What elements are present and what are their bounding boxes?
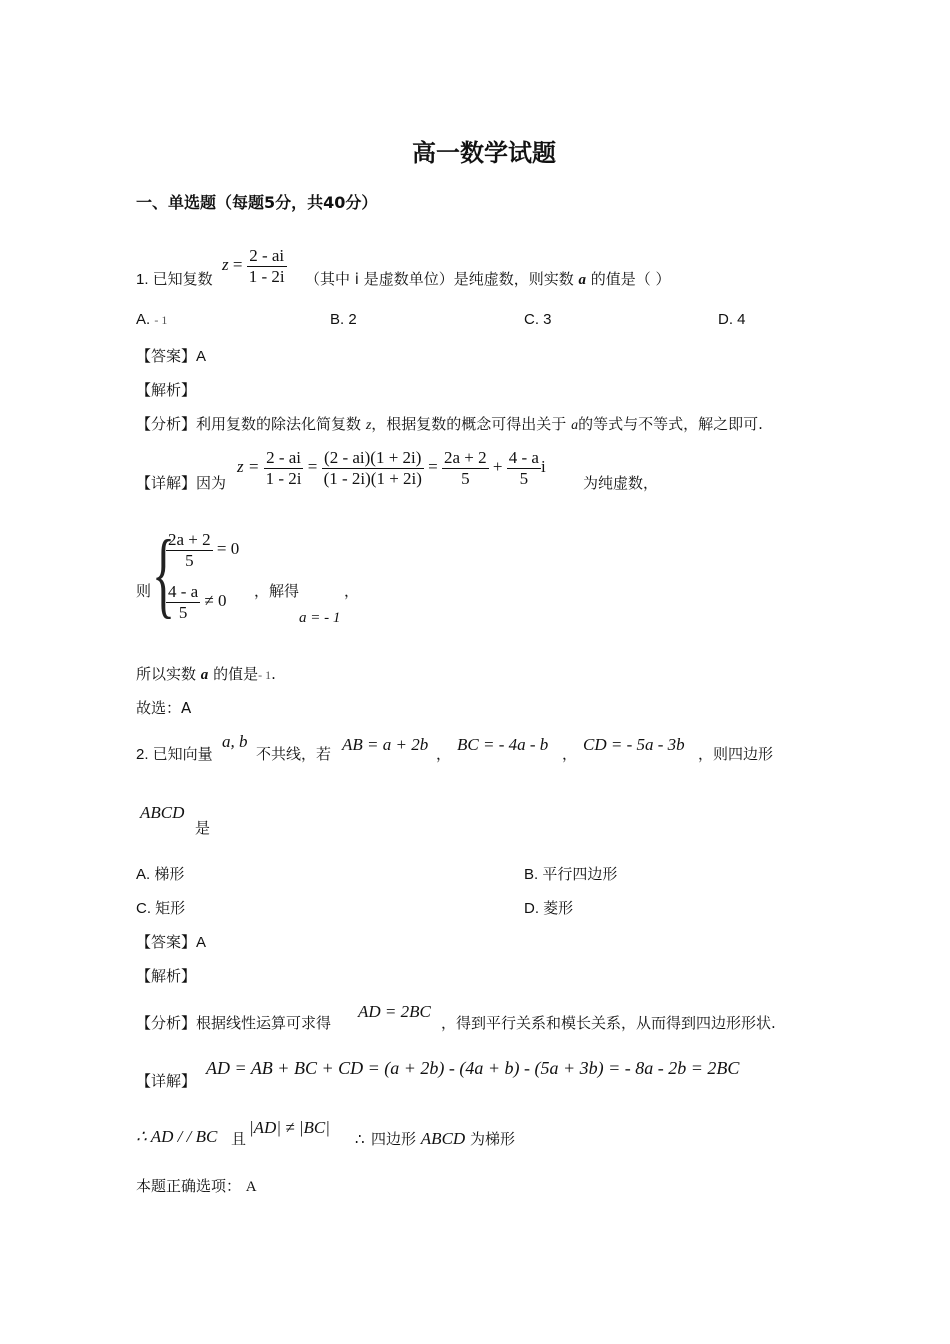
q1-sys2-den: 5 bbox=[178, 602, 188, 622]
q1-answer-tag: 【答案】 bbox=[136, 347, 197, 365]
q2-bc-text: BC = - 4a - b bbox=[457, 735, 549, 754]
q2-therefore-1-text: ∴ AD / / BC bbox=[136, 1127, 218, 1146]
q2-stem bbox=[136, 743, 213, 764]
q2-comma-1: ， bbox=[436, 745, 452, 763]
q2-vec-ab: a, b bbox=[222, 732, 248, 751]
q2-answer-value: A bbox=[196, 934, 207, 951]
q1-detail-text-1: 因为 bbox=[196, 474, 227, 492]
q1-option-b bbox=[330, 311, 357, 328]
q1-formula bbox=[222, 246, 287, 286]
q2-answer-tag: 【答案】 bbox=[136, 933, 197, 951]
q1-system-line-2 bbox=[166, 582, 227, 622]
q1-sys1-rel: = 0 bbox=[216, 538, 240, 558]
q1-detail-formula: z = $\frac{2 - ai}{1 - 2i}$ = $\frac{(2 - ai)(1 + 2i)}{(1 - 2i)(1 + 2i)}$ = $\frac{2a + 2}{5}$ + $\frac{4 - a}{5}$ i bbox=[237, 448, 546, 488]
q2-option-d-label: D. bbox=[524, 900, 539, 917]
q2-detail-tag: 【详解】 bbox=[136, 1072, 197, 1090]
q1-jiede: ，解得 bbox=[254, 582, 300, 600]
q2-ab-eq bbox=[342, 735, 428, 755]
q1-option-c bbox=[524, 311, 552, 328]
q2-option-c bbox=[136, 897, 185, 918]
q2-option-a-label: A. bbox=[136, 866, 151, 883]
q2-analysis-text-2: ，得到平行关系和模长关系，从而得到四边形形状. bbox=[441, 1014, 776, 1032]
q2-option-d bbox=[524, 897, 573, 918]
q1-analysis bbox=[136, 413, 763, 434]
q1-concl-2: 的值是 bbox=[213, 665, 259, 683]
q1-option-b-label: B. bbox=[330, 311, 345, 328]
q2-option-a bbox=[136, 863, 184, 884]
q2-stem-4: 是 bbox=[195, 819, 211, 837]
q1-solution bbox=[299, 610, 340, 627]
q1-jiexi: 【解析】 bbox=[136, 381, 197, 399]
q1-detail-frac-3 bbox=[442, 448, 489, 488]
q2-abcd bbox=[140, 803, 184, 823]
q1-choose: 故选：A bbox=[136, 699, 192, 717]
q1-detail-frac-3-num: 2a + 2 bbox=[444, 448, 487, 467]
q1-detail-plus: + bbox=[492, 456, 503, 476]
q1-fraction bbox=[247, 246, 287, 286]
q1-z: z bbox=[222, 254, 229, 274]
q2-comma-2: ， bbox=[562, 745, 578, 763]
q1-stem-suffix bbox=[305, 268, 671, 289]
q2-ab-text: AB = a + 2b bbox=[342, 735, 429, 754]
q2-jiexi: 【解析】 bbox=[136, 967, 197, 985]
q2-final bbox=[136, 1175, 257, 1196]
q2-therefore-1 bbox=[136, 1127, 217, 1147]
q1-system-brace: { bbox=[152, 520, 176, 627]
q2-analysis-text-1: 根据线性运算可求得 bbox=[196, 1014, 332, 1032]
q2-final-tag: 本题正确选项： bbox=[136, 1177, 242, 1195]
q1-sys2-rel: ≠ 0 bbox=[204, 590, 227, 610]
q1-stem-end: 的值是（ ） bbox=[590, 270, 671, 288]
q1-detail-text-2: 为纯虚数， bbox=[583, 474, 659, 492]
q1-analysis-text-3: 的等式与不等式，解之即可. bbox=[578, 415, 763, 433]
q1-detail-frac-2-num: (2 - ai)(1 + 2i) bbox=[322, 448, 424, 469]
q1-solution-text: a = - 1 bbox=[299, 610, 341, 626]
q1-option-d-value: 4 bbox=[737, 311, 746, 328]
q2-analysis-eq-text: AD = 2BC bbox=[358, 1002, 431, 1021]
q1-sys1-den: 5 bbox=[185, 550, 194, 570]
page-title: 高一数学试题 bbox=[412, 138, 556, 167]
q2-option-a-value: 梯形 bbox=[154, 865, 185, 883]
q1-detail-frac-4 bbox=[507, 448, 541, 488]
q2-option-b bbox=[524, 863, 617, 884]
q2-quad-text: 四边形 bbox=[371, 1130, 417, 1148]
q2-quad-abcd: ABCD bbox=[420, 1129, 466, 1148]
q1-sys2-frac bbox=[166, 582, 200, 622]
q1-option-c-value: 3 bbox=[543, 311, 552, 328]
q2-option-b-label: B. bbox=[524, 866, 539, 883]
q1-option-a-value: - 1 bbox=[154, 313, 168, 327]
q1-detail-tag-text: 【详解】 bbox=[136, 474, 197, 492]
q1-detail-i: i bbox=[540, 456, 546, 476]
q1-concl-3: . bbox=[271, 665, 276, 683]
q1-analysis-text-1: 利用复数的除法化简复数 bbox=[196, 415, 362, 433]
q1-analysis-tag: 【分析】 bbox=[136, 415, 197, 433]
q2-norm bbox=[249, 1118, 330, 1138]
q1-concl-1: 所以实数 bbox=[136, 665, 197, 683]
q1-option-a bbox=[136, 311, 167, 328]
q2-option-c-value: 矩形 bbox=[155, 899, 186, 917]
q2-option-c-label: C. bbox=[136, 900, 151, 917]
q2-therefore-2-text: ∴ bbox=[355, 1132, 365, 1148]
q1-conclusion bbox=[136, 663, 276, 684]
q2-bc-eq bbox=[457, 735, 548, 755]
q1-detail-tag bbox=[136, 472, 226, 493]
q2-analysis bbox=[136, 1012, 331, 1033]
q1-detail-frac-1 bbox=[264, 448, 304, 488]
q1-ze: 则 bbox=[136, 582, 152, 600]
q1-stem-prefix-text: 1. 已知复数 bbox=[136, 271, 213, 288]
q1-stem-prefix bbox=[136, 268, 213, 289]
q1-option-a-label: A. bbox=[136, 311, 151, 328]
q2-stem-2: 不共线，若 bbox=[256, 745, 332, 763]
q1-detail-frac-2 bbox=[322, 448, 424, 488]
q1-sys2-num: 4 - a bbox=[168, 582, 199, 601]
q2-option-b-value: 平行四边形 bbox=[542, 865, 618, 883]
q1-sys1-num: 2a + 2 bbox=[168, 530, 211, 549]
q2-detail-eq-text: AD = AB + BC + CD = (a + 2b) - (4a + b) - (5a + 3b) = - 8a - 2b = 2BC bbox=[206, 1058, 740, 1078]
q1-option-d-label: D. bbox=[718, 311, 733, 328]
q1-eq: = bbox=[232, 254, 243, 274]
q2-cd-eq bbox=[583, 735, 685, 755]
q1-system-line-1 bbox=[166, 530, 239, 570]
q1-detail-frac-3-den: 5 bbox=[461, 468, 470, 488]
q2-stem-3: ，则四边形 bbox=[698, 745, 774, 763]
section-heading: 一、单选题（每题5分，共40分） bbox=[136, 193, 378, 212]
q1-answer-value: A bbox=[196, 348, 207, 365]
q1-stem-suffix-text: （其中 i 是虚数单位）是纯虚数，则实数 bbox=[305, 270, 574, 288]
q1-frac-den: 1 - 2i bbox=[248, 266, 285, 286]
q1-detail-z: z = bbox=[237, 456, 260, 476]
q1-frac-num: 2 - ai bbox=[247, 246, 287, 267]
q1-answer bbox=[136, 345, 206, 366]
q2-answer bbox=[136, 931, 206, 952]
q1-detail-frac-1-den: 1 - 2i bbox=[265, 468, 302, 488]
q2-detail-eq bbox=[206, 1058, 739, 1079]
q1-detail-frac-2-den: (1 - 2i)(1 + 2i) bbox=[323, 468, 422, 488]
q1-option-d bbox=[718, 311, 746, 328]
q2-analysis-eq bbox=[358, 1002, 431, 1022]
q2-stem-1: 2. 已知向量 bbox=[136, 746, 213, 763]
q1-analysis-a: a bbox=[571, 418, 579, 433]
q2-final-value: A bbox=[245, 1179, 257, 1195]
q1-comma: ， bbox=[344, 582, 360, 600]
q2-vectors bbox=[222, 732, 248, 752]
q2-quad-end: 为梯形 bbox=[469, 1130, 515, 1148]
q2-norm-text: |AD| ≠ |BC| bbox=[249, 1118, 330, 1137]
q1-concl-a: a bbox=[200, 667, 209, 683]
q1-option-b-value: 2 bbox=[348, 311, 357, 328]
q1-concl-val: - 1 bbox=[258, 668, 272, 682]
q1-analysis-z: z bbox=[365, 418, 372, 433]
q2-therefore-2 bbox=[355, 1130, 365, 1149]
q2-cd-text: CD = - 5a - 3b bbox=[583, 735, 685, 754]
q2-quad bbox=[371, 1128, 515, 1149]
q1-a: a bbox=[578, 272, 586, 288]
q1-detail-frac-1-num: 2 - ai bbox=[264, 448, 304, 469]
q1-detail-frac-4-den: 5 bbox=[519, 468, 529, 488]
q1-analysis-text-2: ，根据复数的概念可得出关于 bbox=[371, 415, 567, 433]
q1-detail-frac-4-num: 4 - a bbox=[508, 448, 539, 467]
q1-option-c-label: C. bbox=[524, 311, 539, 328]
q2-analysis-tag: 【分析】 bbox=[136, 1014, 197, 1032]
q2-abcd-text: ABCD bbox=[140, 803, 185, 822]
q2-qie: 且 bbox=[231, 1130, 247, 1148]
q1-sys1-frac bbox=[166, 530, 213, 570]
q2-option-d-value: 菱形 bbox=[543, 899, 574, 917]
